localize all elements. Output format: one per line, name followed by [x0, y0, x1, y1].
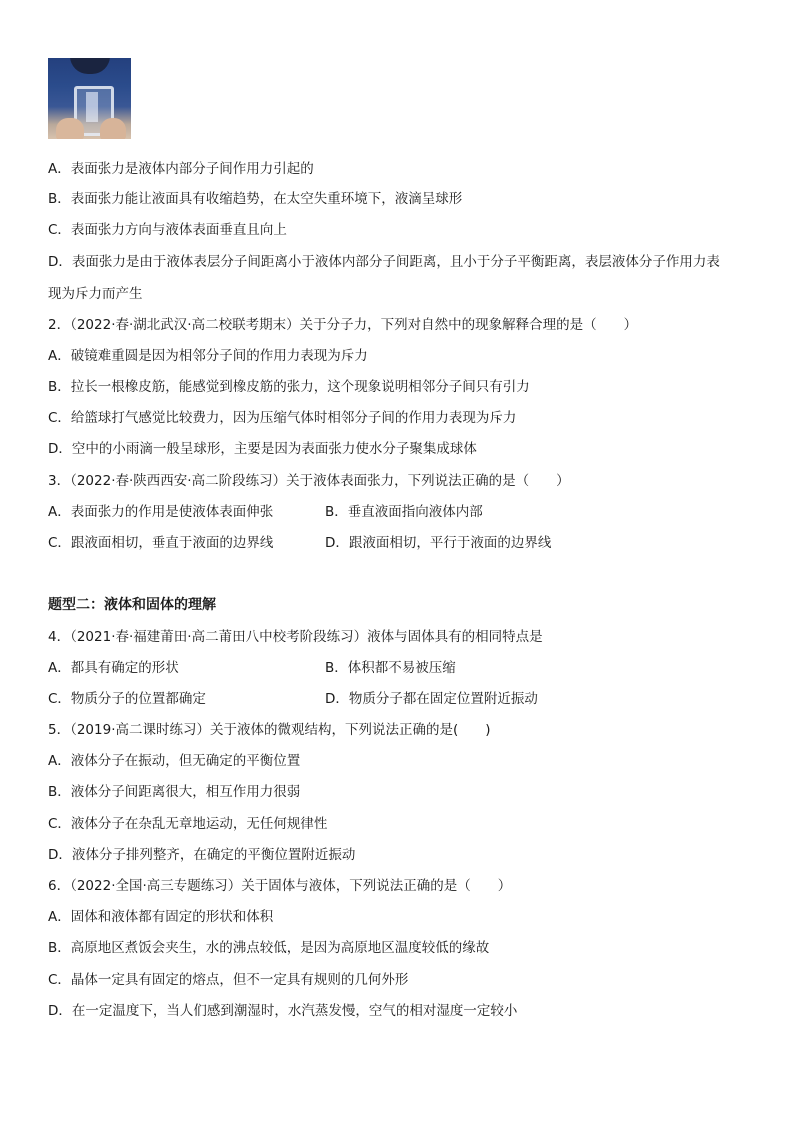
option-c: C．表面张力方向与液体表面垂直且向上 [48, 222, 287, 238]
q3-option-b: B．垂直液面指向液体内部 [325, 504, 483, 520]
photo-film [86, 92, 98, 122]
q6-option-a: A．固体和液体都有固定的形状和体积 [48, 909, 274, 925]
photo-soap-film-frame [48, 58, 131, 139]
q6-option-c: C．晶体一定具有固定的熔点，但不一定具有规则的几何外形 [48, 972, 409, 988]
q3-option-c: C．跟液面相切，垂直于液面的边界线 [48, 535, 274, 551]
photo-right-hand [100, 118, 126, 139]
q2-option-b: B．拉长一根橡皮筋，能感觉到橡皮筋的张力，这个现象说明相邻分子间只有引力 [48, 379, 530, 395]
q4-option-c: C．物质分子的位置都确定 [48, 691, 206, 707]
q2-option-d: D．空中的小雨滴一般呈球形，主要是因为表面张力使水分子聚集成球体 [48, 441, 477, 457]
option-d: D．表面张力是由于液体表层分子间距离小于液体内部分子间距离，且小于分子平衡距离，表层液体分子作用力表 [48, 254, 720, 270]
q6-option-d: D．在一定温度下，当人们感到潮湿时，水汽蒸发慢，空气的相对湿度一定较小 [48, 1003, 518, 1019]
q5-option-b: B．液体分子间距离很大，相互作用力很弱 [48, 784, 301, 800]
q4-option-a: A．都具有确定的形状 [48, 660, 179, 676]
q2-option-a: A．破镜难重圆是因为相邻分子间的作用力表现为斥力 [48, 348, 368, 364]
q5-option-c: C．液体分子在杂乱无章地运动，无任何规律性 [48, 816, 328, 832]
q4-option-b: B．体积都不易被压缩 [325, 660, 456, 676]
option-a: A．表面张力是液体内部分子间作用力引起的 [48, 161, 314, 177]
question-5-stem: 5．（2019·高二课时练习）关于液体的微观结构，下列说法正确的是( ) [48, 722, 491, 738]
question-4-stem: 4．（2021·春·福建莆田·高二莆田八中校考阶段练习）液体与固体具有的相同特点是 [48, 629, 543, 645]
option-b: B．表面张力能让液面具有收缩趋势，在太空失重环境下，液滴呈球形 [48, 191, 463, 207]
section-heading: 题型二：液体和固体的理解 [48, 597, 216, 613]
option-d-continued: 现为斥力而产生 [48, 286, 143, 302]
q6-option-b: B．高原地区煮饭会夹生，水的沸点较低，是因为高原地区温度较低的缘故 [48, 940, 490, 956]
q3-option-d: D．跟液面相切，平行于液面的边界线 [325, 535, 552, 551]
question-3-stem: 3．（2022·春·陕西西安·高二阶段练习）关于液体表面张力，下列说法正确的是（ ） [48, 473, 570, 489]
q2-option-c: C．给篮球打气感觉比较费力，因为压缩气体时相邻分子间的作用力表现为斥力 [48, 410, 517, 426]
question-2-stem: 2．（2022·春·湖北武汉·高二校联考期末）关于分子力，下列对自然中的现象解释合理的是（ ） [48, 317, 638, 333]
q5-option-a: A．液体分子在振动，但无确定的平衡位置 [48, 753, 301, 769]
q3-option-a: A．表面张力的作用是使液体表面伸张 [48, 504, 274, 520]
photo-left-hand [56, 118, 84, 139]
photo-head [70, 58, 110, 74]
q5-option-d: D．液体分子排列整齐，在确定的平衡位置附近振动 [48, 847, 356, 863]
q4-option-d: D．物质分子都在固定位置附近振动 [325, 691, 538, 707]
question-6-stem: 6．（2022·全国·高三专题练习）关于固体与液体，下列说法正确的是（ ） [48, 878, 512, 894]
